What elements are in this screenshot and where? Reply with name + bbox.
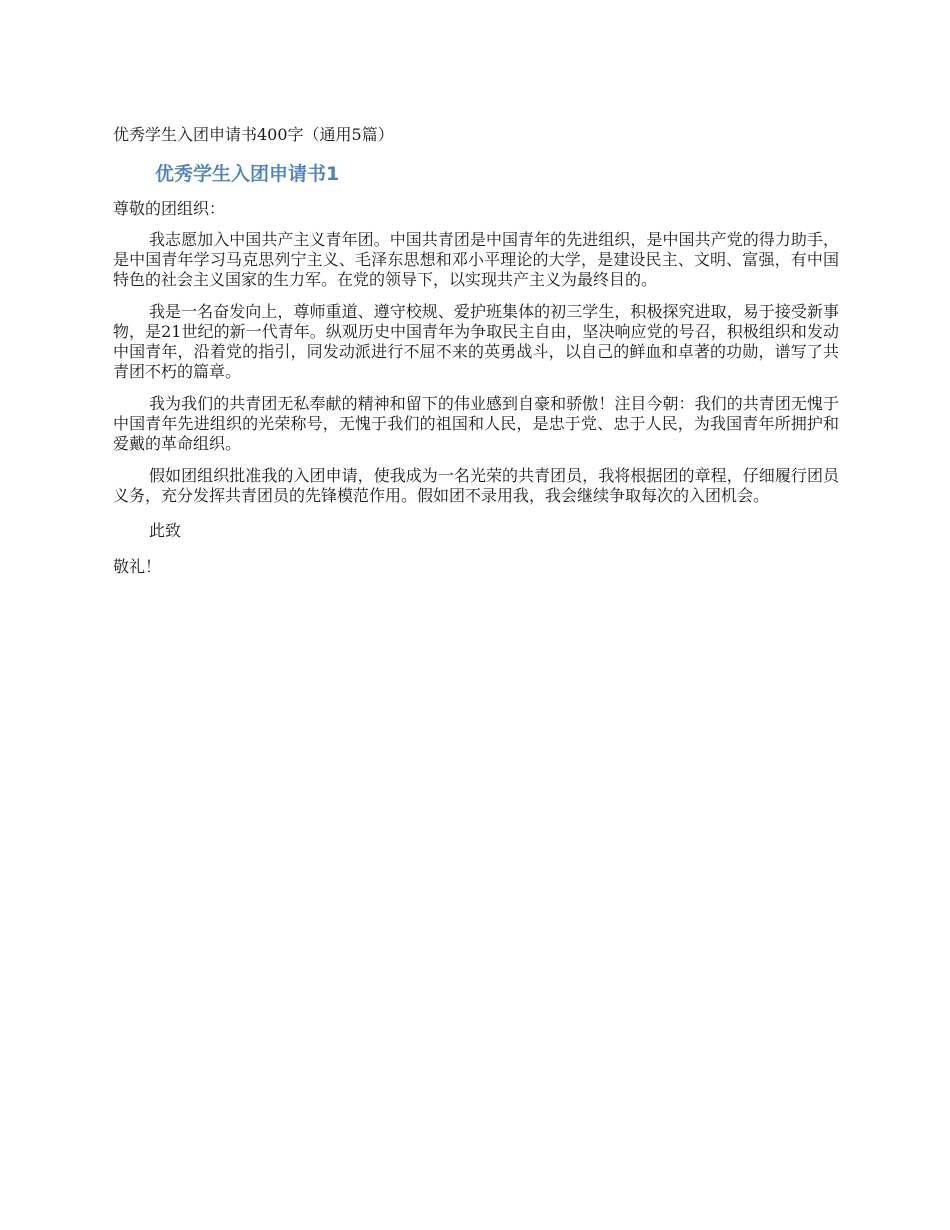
- regards-line: 敬礼！: [113, 557, 162, 576]
- paragraph-4: 假如团组织批准我的入团申请，使我成为一名光荣的共青团员，我将根据团的章程，仔细履行团员义务，充分发挥共青团员的先锋模范作用。假如团不录用我，我会继续争取每次的入团机会。: [113, 466, 839, 505]
- paragraph-2: 我是一名奋发向上，尊师重道、遵守校规、爱护班集体的初三学生，积极探究进取，易于接受新事物，是21世纪的新一代青年。纵观历史中国青年为争取民主自由，坚决响应党的号召，积极组织和发动中国青年，沿着党的指引，同发动派进行不屈不来的英勇战斗，以自己的鲜血和卓著的功勋，谱写了共青团不朽的篇章。: [113, 302, 839, 381]
- salutation: 尊敬的团组织：: [113, 199, 226, 218]
- document-body: [113, 122, 839, 580]
- document-title: 优秀学生入团申请书400字（通用5篇）: [113, 125, 394, 144]
- paragraph-3: 我为我们的共青团无私奉献的精神和留下的伟业感到自豪和骄傲！注目今朝：我们的共青团无愧于中国青年先进组织的光荣称号，无愧于我们的祖国和人民，是忠于党、忠于人民，为我国青年所拥护和爱戴的革命组织。: [113, 394, 839, 453]
- section-heading: 优秀学生入团申请书1: [155, 163, 340, 185]
- paragraph-1: 我志愿加入中国共产主义青年团。中国共青团是中国青年的先进组织，是中国共产党的得力助手，是中国青年学习马克思列宁主义、毛泽东思想和邓小平理论的大学，是建设民主、文明、富强，有中国特色的社会主义国家的生力军。在党的领导下，以实现共产主义为最终目的。: [113, 230, 839, 289]
- closing-line: 此致: [149, 521, 182, 540]
